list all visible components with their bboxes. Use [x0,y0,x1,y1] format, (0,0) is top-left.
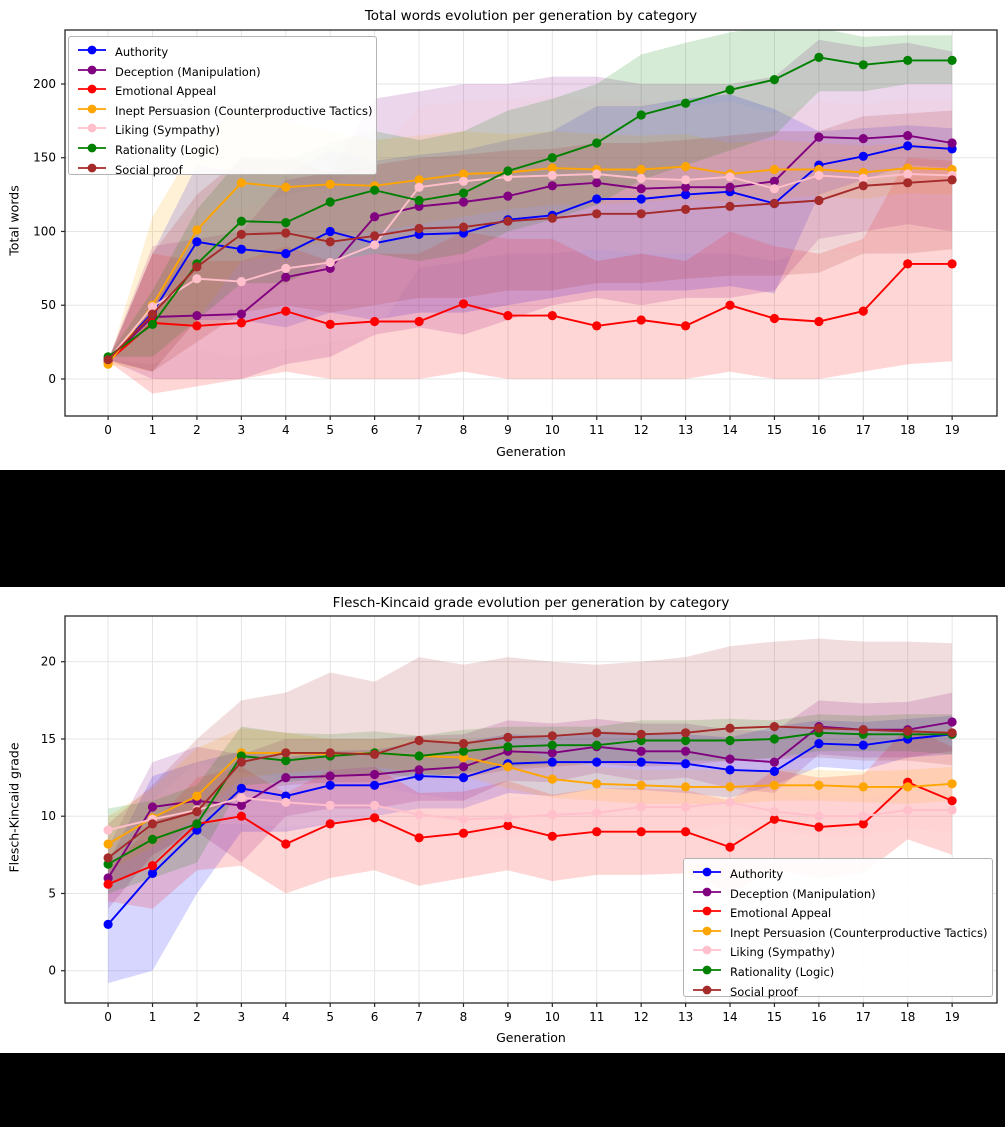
x-tick-label: 9 [504,423,512,437]
x-tick-label: 0 [104,423,112,437]
data-point [415,736,424,745]
data-point [104,880,113,889]
data-point [725,755,734,764]
legend-label: Deception (Manipulation) [730,886,876,901]
legend-item-social-proof [77,161,366,181]
data-point [459,189,468,198]
data-point [237,784,246,793]
y-tick-label: 0 [48,371,56,386]
data-point [903,805,912,814]
legend-marker-icon [692,943,722,963]
data-point [681,827,690,836]
data-point [326,772,335,781]
data-point [681,162,690,171]
data-point [814,53,823,62]
data-point [770,314,779,323]
x-tick-label: 2 [193,423,201,437]
data-point [725,183,734,192]
data-point [192,274,201,283]
data-point [192,311,201,320]
data-point [814,739,823,748]
x-tick-label: 13 [677,423,694,437]
data-point [859,134,868,143]
data-point [592,321,601,330]
legend-item-deception-manipulation [692,885,982,905]
x-tick-label: 1 [148,423,157,437]
data-point [859,741,868,750]
data-point [637,802,646,811]
data-point [592,779,601,788]
data-point [948,805,957,814]
data-point [326,227,335,236]
data-point [237,758,246,767]
data-point [415,196,424,205]
data-point [192,262,201,271]
data-point [192,807,201,816]
data-point [237,318,246,327]
data-point [637,747,646,756]
data-point [637,194,646,203]
data-point [237,793,246,802]
data-point [326,258,335,267]
data-point [592,194,601,203]
data-point [592,169,601,178]
y-tick-label: 10 [40,809,56,824]
data-point [770,165,779,174]
data-point [948,138,957,147]
data-point [237,245,246,254]
data-point [192,792,201,801]
data-point [326,801,335,810]
data-point [637,209,646,218]
data-point [281,249,290,258]
x-tick-label: 4 [281,1010,290,1024]
data-point [326,237,335,246]
data-point [592,827,601,836]
legend-label: Inept Persuasion (Counterproductive Tactics) [730,925,988,940]
data-point [770,781,779,790]
legend-label: Social proof [115,162,183,177]
y-tick-label: 20 [40,654,56,669]
data-point [370,781,379,790]
data-point [637,174,646,183]
legend-item-emotional-appeal [692,904,982,924]
data-point [370,212,379,221]
data-point [192,819,201,828]
data-point [903,259,912,268]
legend-label: Social proof [730,984,798,999]
data-point [192,225,201,234]
x-tick-label: 8 [459,1010,468,1024]
y-tick-label: 5 [48,886,56,901]
data-point [459,815,468,824]
data-point [281,273,290,282]
legend-total-words [68,36,377,175]
legend-item-authority [77,43,366,63]
data-point [814,724,823,733]
data-point [237,812,246,821]
legend-label: Liking (Sympathy) [115,123,220,138]
data-point [548,311,557,320]
data-point [592,209,601,218]
x-tick-label: 14 [722,1010,738,1024]
data-point [725,765,734,774]
data-point [725,736,734,745]
data-point [281,228,290,237]
data-point [148,320,157,329]
data-point [281,798,290,807]
data-point [859,181,868,190]
x-tick-label: 4 [281,423,290,437]
legend-marker-icon [77,63,107,83]
data-point [503,813,512,822]
data-point [948,796,957,805]
legend-marker-icon [77,141,107,161]
data-point [503,742,512,751]
x-axis-label-generation-top: Generation [496,444,566,459]
data-point [725,202,734,211]
y-tick-label: 15 [40,731,56,746]
data-point [370,317,379,326]
data-point [459,762,468,771]
data-point [148,861,157,870]
data-point [459,197,468,206]
data-point [148,802,157,811]
data-point [903,56,912,65]
data-point [104,853,113,862]
data-point [237,230,246,239]
y-tick-label: 150 [33,150,56,165]
data-point [104,826,113,835]
data-point [770,807,779,816]
data-point [192,321,201,330]
x-tick-label: 6 [370,1010,379,1024]
legend-item-rationality-logic [692,963,982,983]
legend-label: Emotional Appeal [730,906,832,921]
data-point [281,218,290,227]
data-point [503,762,512,771]
x-tick-label: 5 [326,1010,335,1024]
data-point [770,184,779,193]
data-point [637,184,646,193]
flesch-kincaid-chart-panel [0,587,1005,1053]
legend-item-deception-manipulation [77,63,366,83]
data-point [281,264,290,273]
data-point [681,747,690,756]
x-tick-label: 16 [811,1010,827,1024]
data-point [370,240,379,249]
y-axis-label-total-words: Total words [6,185,22,256]
data-point [370,186,379,195]
legend-label: Deception (Manipulation) [115,64,261,79]
x-tick-label: 0 [104,1010,112,1024]
data-point [681,728,690,737]
data-point [415,810,424,819]
data-point [326,748,335,757]
data-point [326,180,335,189]
data-point [681,99,690,108]
legend-marker-icon [692,924,722,944]
data-point [814,171,823,180]
data-point [459,223,468,232]
data-point [326,781,335,790]
data-point [637,827,646,836]
data-point [903,782,912,791]
x-tick-label: 12 [633,423,649,437]
x-tick-label: 5 [326,423,335,437]
data-point [814,781,823,790]
data-point [725,85,734,94]
x-tick-label: 15 [766,1010,783,1024]
data-point [859,782,868,791]
legend-item-inept-persuasion-counterproductive-tactics [692,924,988,944]
data-point [948,175,957,184]
data-point [503,733,512,742]
data-point [415,751,424,760]
data-point [637,315,646,324]
x-tick-label: 6 [370,423,379,437]
legend-marker-icon [77,82,107,102]
x-tick-label: 11 [589,423,605,437]
x-tick-label: 18 [900,423,916,437]
legend-item-liking-sympathy [692,943,982,963]
data-point [814,812,823,821]
data-point [770,767,779,776]
data-point [281,307,290,316]
data-point [770,722,779,731]
data-point [415,224,424,233]
legend-item-authority [692,865,982,885]
data-point [859,812,868,821]
data-point [326,819,335,828]
legend-label: Liking (Sympathy) [730,945,835,960]
data-point [681,759,690,768]
legend-marker-icon [692,983,722,1003]
x-tick-label: 19 [944,423,960,437]
chart-title-total-words: Total words evolution per generation by category [364,8,698,24]
data-point [148,310,157,319]
data-point [770,75,779,84]
data-point [148,835,157,844]
legend-item-social-proof [692,983,982,1003]
data-point [281,183,290,192]
total-words-chart-panel [0,0,1005,470]
data-point [370,231,379,240]
legend-item-emotional-appeal [77,82,366,102]
data-point [548,181,557,190]
data-point [503,311,512,320]
data-point [681,321,690,330]
legend-marker-icon [692,885,722,905]
y-tick-label: 200 [33,76,56,91]
data-point [592,741,601,750]
x-tick-label: 11 [589,1010,605,1024]
data-point [548,731,557,740]
data-point [637,781,646,790]
x-tick-label: 3 [237,423,246,437]
x-tick-label: 18 [900,1010,916,1024]
y-tick-label: 0 [48,963,56,978]
legend-label: Authority [115,45,169,59]
data-point [237,310,246,319]
data-point [370,813,379,822]
x-tick-label: 2 [193,1010,201,1024]
data-point [814,133,823,142]
data-point [859,725,868,734]
data-point [725,798,734,807]
legend-label: Inept Persuasion (Counterproductive Tactics) [115,103,373,118]
data-point [503,217,512,226]
x-tick-label: 10 [544,423,560,437]
data-point [814,317,823,326]
data-point [548,832,557,841]
data-point [370,750,379,759]
data-point [814,822,823,831]
y-axis-label-flesch-kincaid: Flesch-Kincaid grade [6,742,22,873]
data-point [948,717,957,726]
data-point [725,172,734,181]
legend-item-liking-sympathy [77,121,366,141]
x-tick-label: 3 [237,1010,246,1024]
data-point [681,205,690,214]
x-tick-label: 17 [855,1010,871,1024]
data-point [370,801,379,810]
data-point [237,277,246,286]
y-tick-label: 100 [33,224,56,239]
data-point [459,829,468,838]
data-point [948,259,957,268]
legend-label: Rationality (Logic) [730,964,835,979]
data-point [681,175,690,184]
data-point [637,758,646,767]
data-point [415,183,424,192]
x-tick-label: 9 [504,1010,512,1024]
x-tick-label: 10 [544,1010,560,1024]
data-point [859,152,868,161]
data-point [725,301,734,310]
data-point [903,178,912,187]
x-tick-label: 16 [811,423,827,437]
data-point [770,199,779,208]
data-point [548,171,557,180]
data-point [548,741,557,750]
data-point [725,843,734,852]
data-point [415,765,424,774]
data-point [859,307,868,316]
legend-label: Authority [730,867,784,881]
legend-marker-icon [77,121,107,141]
data-point [637,730,646,739]
legend-marker-icon [77,43,107,63]
data-point [281,748,290,757]
x-tick-label: 15 [766,423,783,437]
data-point [903,141,912,150]
data-point [415,833,424,842]
legend-label: Rationality (Logic) [115,142,220,157]
legend-marker-icon [692,904,722,924]
data-point [415,317,424,326]
x-tick-label: 19 [944,1010,960,1024]
data-point [503,166,512,175]
legend-marker-icon [77,161,107,181]
data-point [326,197,335,206]
data-point [592,728,601,737]
data-point [104,920,113,929]
x-tick-label: 1 [148,1010,157,1024]
x-axis-label-generation-bottom: Generation [496,1030,566,1045]
data-point [770,758,779,767]
data-point [548,810,557,819]
data-point [592,758,601,767]
data-point [725,724,734,733]
data-point [104,839,113,848]
data-point [370,770,379,779]
legend-marker-icon [692,865,722,885]
data-point [326,320,335,329]
data-point [770,734,779,743]
data-point [281,773,290,782]
data-point [548,775,557,784]
data-point [459,177,468,186]
data-point [681,802,690,811]
data-point [948,728,957,737]
data-point [548,214,557,223]
x-tick-label: 13 [677,1010,694,1024]
data-point [148,819,157,828]
data-point [948,56,957,65]
data-point [681,782,690,791]
chart-title-flesch-kincaid: Flesch-Kincaid grade evolution per generation by category [332,595,730,611]
data-point [725,782,734,791]
y-tick-label: 50 [40,298,56,313]
data-point [459,739,468,748]
data-point [859,60,868,69]
x-tick-label: 7 [415,1010,423,1024]
data-point [592,178,601,187]
x-tick-label: 14 [722,423,738,437]
data-point [281,839,290,848]
x-tick-label: 17 [855,423,871,437]
legend-flesch-kincaid [683,858,993,997]
x-tick-label: 7 [415,423,423,437]
data-point [814,196,823,205]
data-point [637,110,646,119]
data-point [192,237,201,246]
legend-item-inept-persuasion-counterproductive-tactics [77,102,373,122]
data-point [903,727,912,736]
data-point [459,299,468,308]
data-point [104,355,113,364]
legend-marker-icon [692,963,722,983]
x-tick-label: 12 [633,1010,649,1024]
legend-label: Emotional Appeal [115,84,217,99]
data-point [903,169,912,178]
data-point [903,131,912,140]
x-tick-label: 8 [459,423,468,437]
data-point [503,192,512,201]
legend-item-rationality-logic [77,141,366,161]
data-point [548,758,557,767]
data-point [592,809,601,818]
legend-marker-icon [77,102,107,122]
data-point [948,779,957,788]
data-point [459,773,468,782]
data-point [237,217,246,226]
data-point [637,165,646,174]
data-point [592,138,601,147]
data-point [548,153,557,162]
